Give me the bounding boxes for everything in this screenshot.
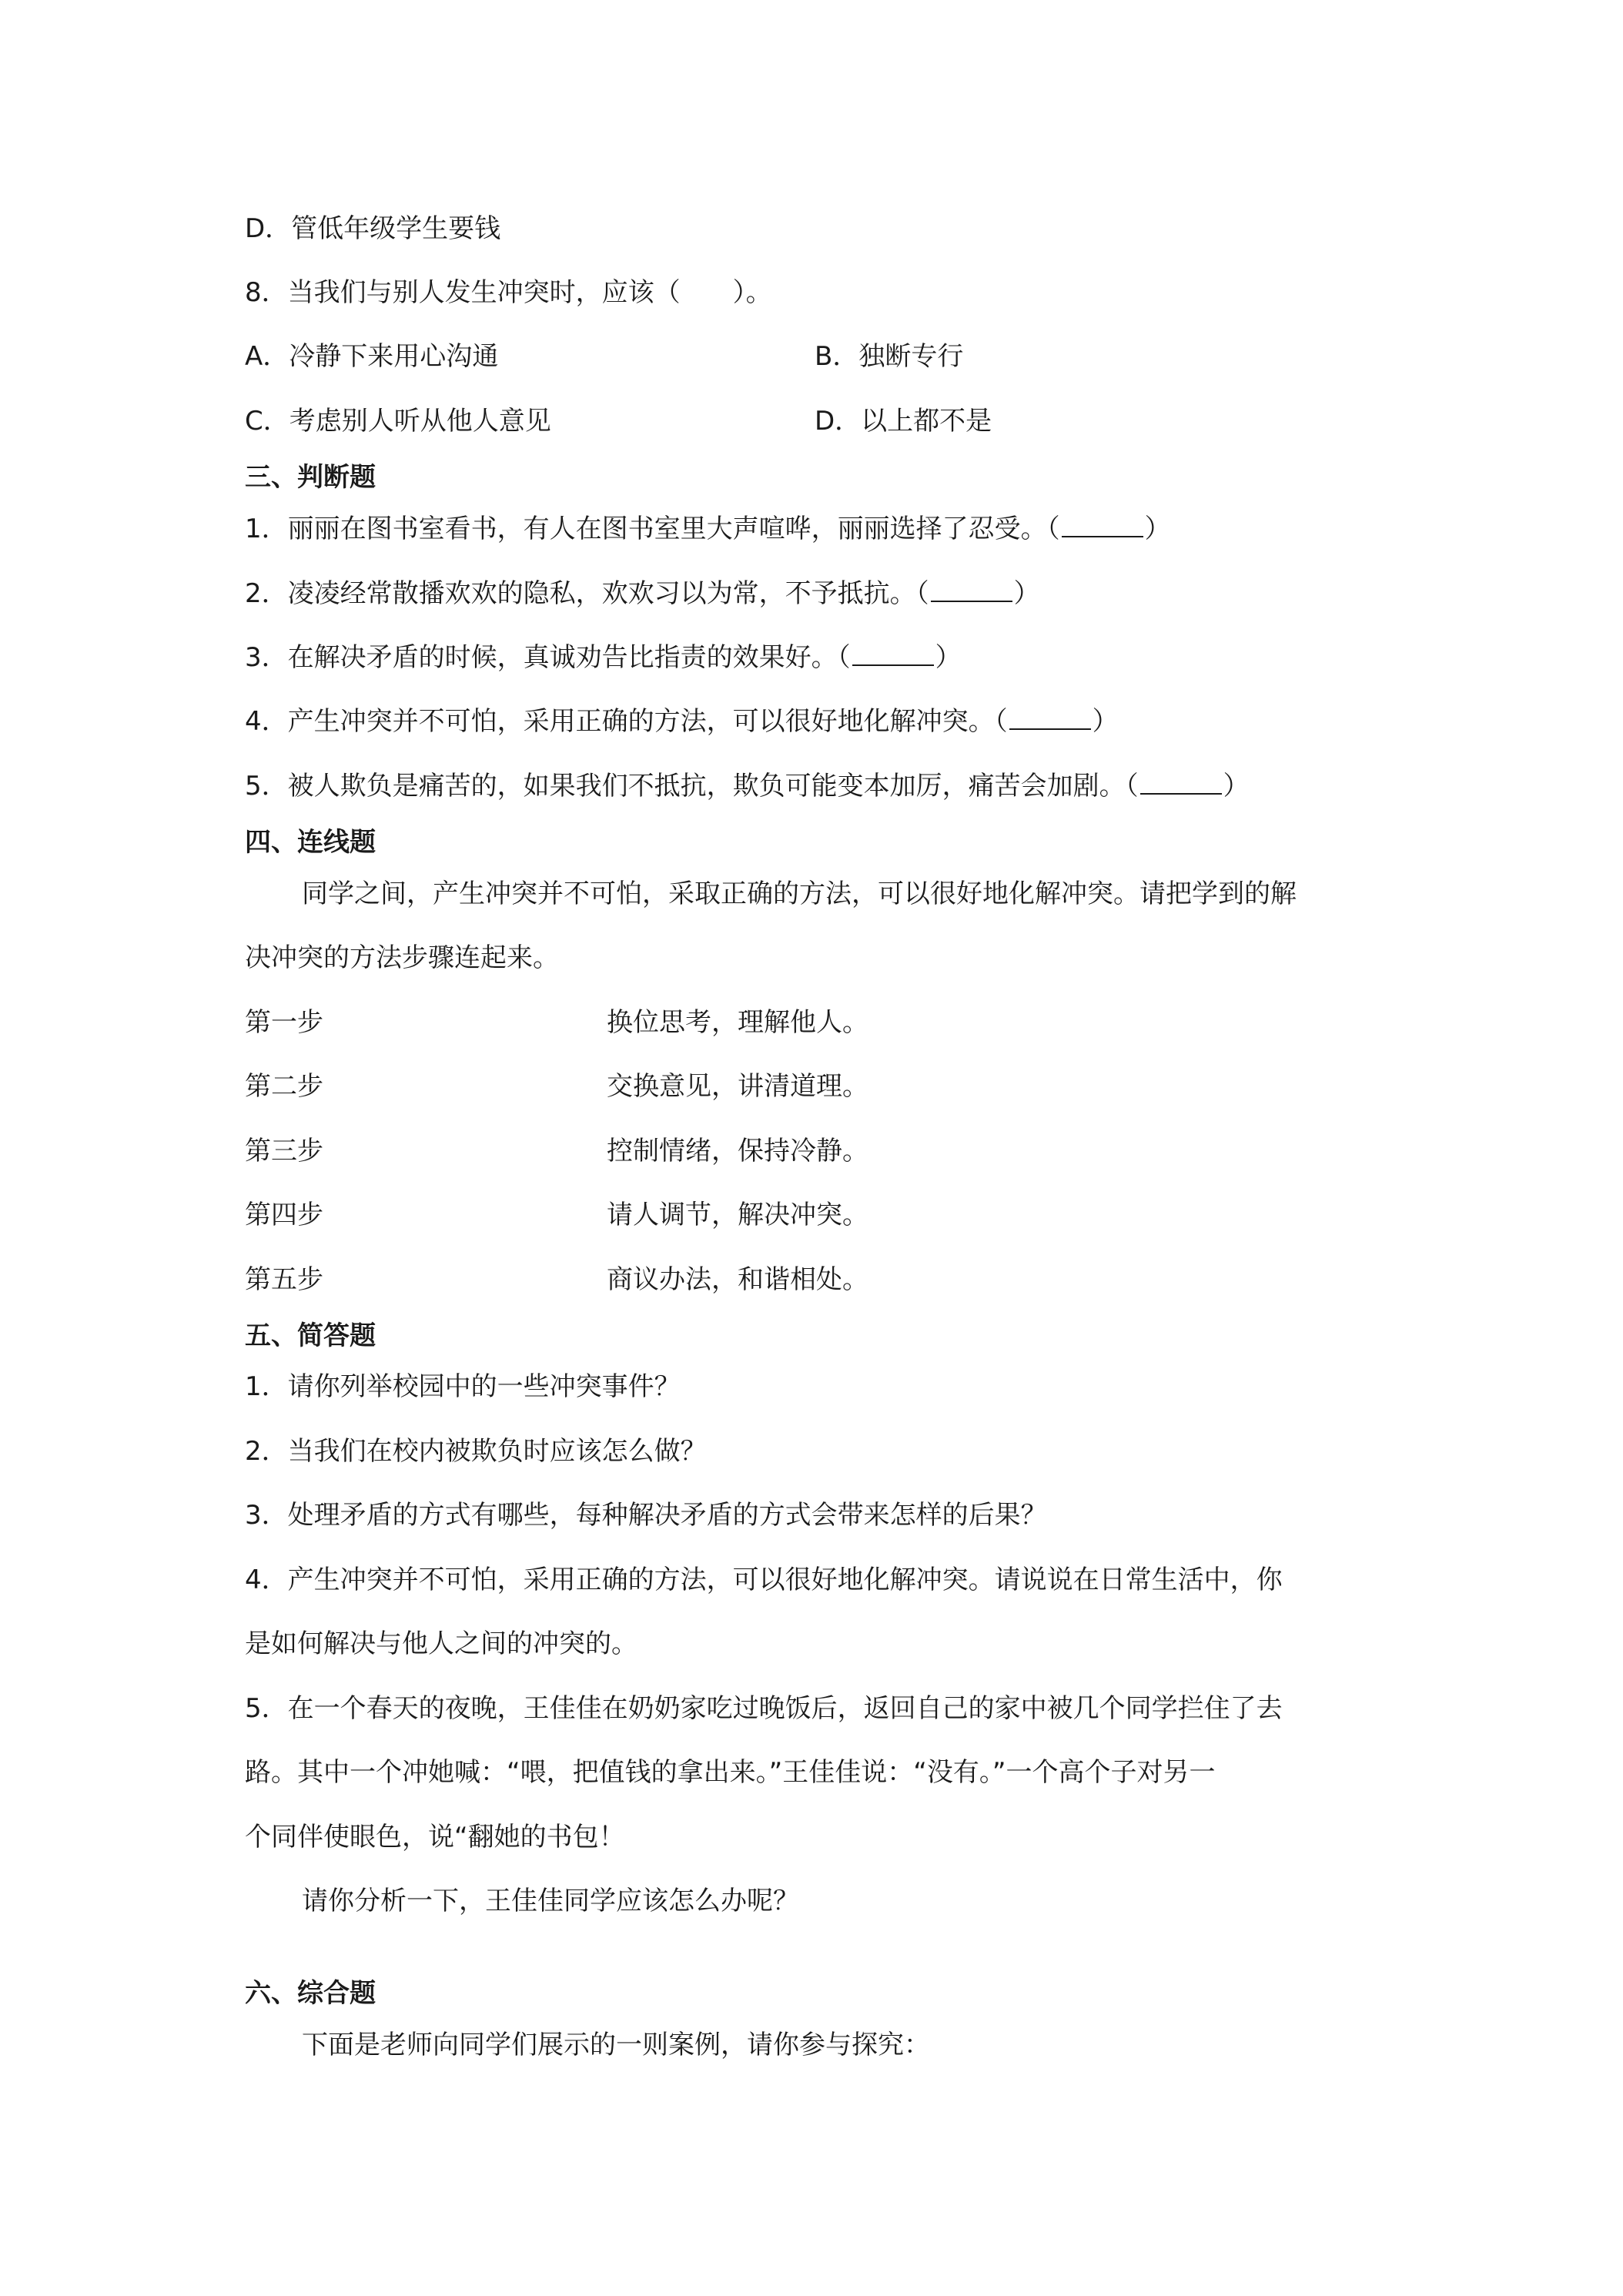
short-question: 3．处理矛盾的方式有哪些，每种解决矛盾的方式会带来怎样的后果？	[245, 1500, 1047, 1531]
answer-blank[interactable]	[1062, 513, 1143, 537]
q8-stem-text: 8．当我们与别人发生冲突时，应该（	[245, 277, 681, 308]
section-heading-short: 五、简答题	[245, 1320, 376, 1351]
match-left-item[interactable]: 第三步	[245, 1136, 323, 1166]
comp-intro: 下面是老师向同学们展示的一则案例，请你参与探究：	[302, 2030, 930, 2060]
match-right-item[interactable]: 换位思考，理解他人。	[607, 1007, 868, 1038]
judge-item-text: 4．产生冲突并不可怕，采用正确的方法，可以很好地化解冲突。（	[245, 706, 1008, 737]
short-question-prompt: 请你分析一下，王佳佳同学应该怎么办呢？	[302, 1886, 799, 1916]
match-left-item[interactable]: 第一步	[245, 1007, 323, 1038]
judge-close: ）	[1223, 771, 1250, 802]
judge-close: ）	[1092, 706, 1119, 737]
short-question: 2．当我们在校内被欺负时应该怎么做？	[245, 1436, 707, 1467]
match-left-item[interactable]: 第四步	[245, 1200, 323, 1230]
short-question: 4．产生冲突并不可怕，采用正确的方法，可以很好地化解冲突。请说说在日常生活中，你	[245, 1565, 1283, 1595]
answer-blank[interactable]	[852, 641, 934, 666]
match-left-item[interactable]: 第二步	[245, 1071, 323, 1102]
short-question-cont: 是如何解决与他人之间的冲突的。	[245, 1628, 637, 1659]
judge-item-text: 1．丽丽在图书室看书，有人在图书室里大声喧哗，丽丽选择了忍受。（	[245, 514, 1060, 544]
judge-item	[245, 769, 1250, 803]
q8-stem-end: ）。	[732, 277, 772, 308]
match-right-item[interactable]: 控制情绪，保持冷静。	[607, 1136, 868, 1166]
judge-item	[245, 641, 962, 674]
judge-item-text: 5．被人欺负是痛苦的，如果我们不抵抗，欺负可能变本加厉，痛苦会加剧。（	[245, 771, 1139, 802]
q8-option-b: B．独断专行	[815, 341, 964, 372]
judge-item	[245, 705, 1119, 738]
q7-option-d: D．管低年级学生要钱	[245, 213, 501, 244]
answer-blank[interactable]	[1140, 770, 1222, 795]
match-right-item[interactable]: 请人调节，解决冲突。	[607, 1200, 868, 1230]
judge-item-text: 2．凌凌经常散播欢欢的隐私，欢欢习以为常，不予抵抗。（	[245, 578, 929, 609]
judge-item-text: 3．在解决矛盾的时候，真诚劝告比指责的效果好。（	[245, 642, 851, 673]
section-heading-match: 四、连线题	[245, 827, 376, 858]
match-left-item[interactable]: 第五步	[245, 1264, 323, 1295]
q8-option-d: D．以上都不是	[815, 406, 992, 437]
answer-blank[interactable]	[1009, 705, 1091, 730]
match-right-item[interactable]: 交换意见，讲清道理。	[607, 1071, 868, 1102]
match-right-item[interactable]: 商议办法，和谐相处。	[607, 1264, 868, 1295]
judge-item	[245, 577, 1040, 611]
match-intro-line-1: 同学之间，产生冲突并不可怕，采取正确的方法，可以很好地化解冲突。请把学到的解	[302, 879, 1297, 909]
section-heading-judge: 三、判断题	[245, 462, 376, 493]
short-question: 1．请你列举校园中的一些冲突事件？	[245, 1371, 681, 1402]
short-question-cont: 个同伴使眼色，说“翻她的书包！	[245, 1822, 625, 1853]
short-question-cont: 路。其中一个冲她喊：“喂，把值钱的拿出来。”王佳佳说：“没有。”一个高个子对另一	[245, 1757, 1216, 1788]
answer-blank[interactable]	[931, 577, 1012, 602]
section-heading-comp: 六、综合题	[245, 1978, 376, 2009]
judge-close: ）	[935, 642, 962, 673]
q8-option-a: A．冷静下来用心沟通	[245, 341, 499, 372]
q8-stem	[245, 276, 772, 310]
short-question: 5．在一个春天的夜晚，王佳佳在奶奶家吃过晚饭后，返回自己的家中被几个同学拦住了去	[245, 1693, 1283, 1724]
judge-close: ）	[1144, 514, 1171, 544]
judge-close: ）	[1013, 578, 1040, 609]
q8-option-c: C．考虑别人听从他人意见	[245, 406, 551, 437]
match-intro-line-2: 决冲突的方法步骤连起来。	[245, 942, 559, 973]
judge-item	[245, 512, 1171, 546]
